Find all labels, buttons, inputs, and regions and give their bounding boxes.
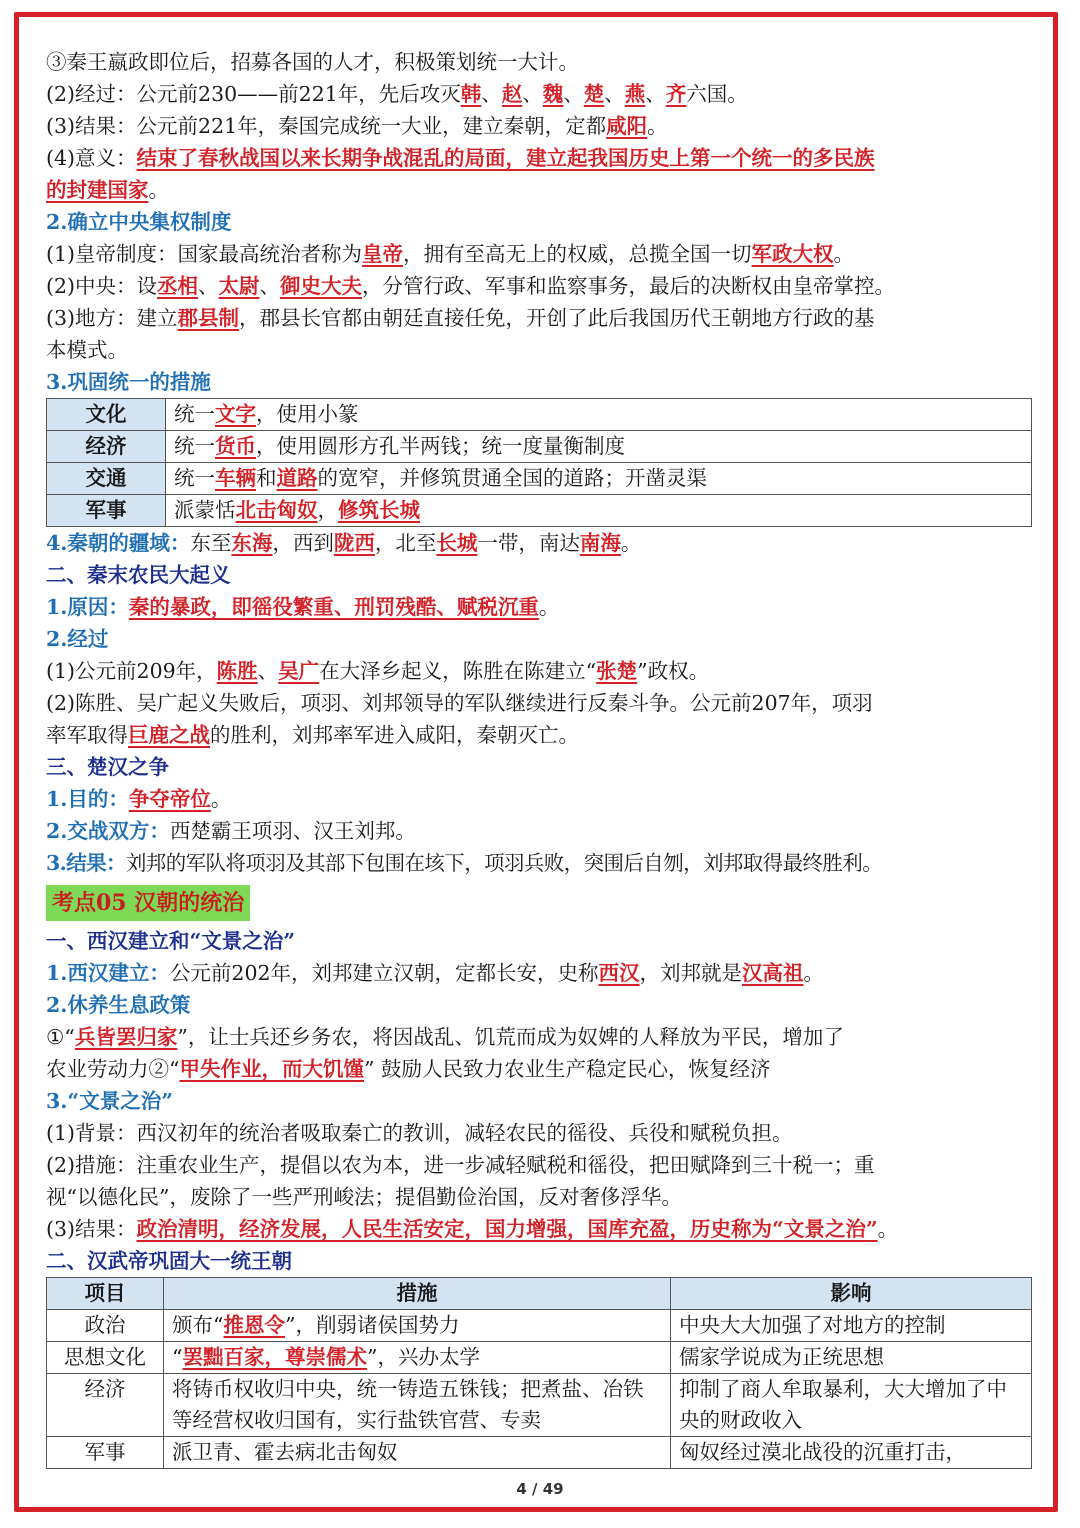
table-row bbox=[47, 495, 1032, 527]
han-sec1-heading: 一、西汉建立和“文景之治” bbox=[46, 929, 296, 953]
qin-meaning: (4)意义：结束了春秋战国以来长期争战混乱的局面，建立起我国历史上第一个统一的多民族 bbox=[46, 146, 875, 170]
row-content: 派蒙恬北击匈奴，修筑长城 bbox=[166, 495, 1032, 527]
kaodian-title: 考点05 汉朝的统治 bbox=[46, 885, 250, 921]
wenjing-heading: 3.“文景之治” bbox=[46, 1089, 173, 1113]
row-item: 军事 bbox=[47, 1437, 164, 1469]
rest-line1: ①“兵皆罢归家”，让士兵还乡务农，将因战乱、饥荒而成为奴婢的人释放为平民，增加了 bbox=[46, 1025, 844, 1049]
uprising-p1: (1)公元前209年，陈胜、吴广在大泽乡起义，陈胜在陈建立“张楚”政权。 bbox=[46, 659, 710, 683]
table-row bbox=[47, 1342, 1032, 1374]
consolidate-heading: 3.巩固统一的措施 bbox=[46, 370, 211, 394]
han-sec2-heading: 二、汉武帝巩固大一统王朝 bbox=[46, 1249, 292, 1273]
uprising-p2-cont: 率军取得巨鹿之战的胜利，刘邦率军进入咸阳，秦朝灭亡。 bbox=[46, 723, 579, 747]
chuhan-result: 3.结果：刘邦的军队将项羽及其部下包围在垓下，项羽兵败，突围后自刎，刘邦取得最终胜利。 bbox=[46, 851, 883, 875]
wudi-table bbox=[46, 1277, 1032, 1469]
qin-meaning-cont: 的封建国家。 bbox=[46, 178, 169, 202]
table-row bbox=[47, 463, 1032, 495]
row-label: 军事 bbox=[47, 495, 166, 527]
table-row bbox=[47, 431, 1032, 463]
rest-line2: 农业劳动力②“甲失作业，而大饥馑” 鼓励人民致力农业生产稳定民心，恢复经济 bbox=[46, 1057, 771, 1081]
qin-result: (3)结果：公元前221年，秦国完成统一大业，建立秦朝，定都咸阳。 bbox=[46, 114, 668, 138]
local-system: (3)地方：建立郡县制，郡县长官都由朝廷直接任免，开创了此后我国历代王朝地方行政的基 bbox=[46, 306, 875, 330]
han-founding: 1.西汉建立：公元前202年，刘邦建立汉朝，定都长安，史称西汉，刘邦就是汉高祖。 bbox=[46, 961, 825, 985]
col-header-measure: 措施 bbox=[164, 1278, 671, 1310]
col-header-effect: 影响 bbox=[671, 1278, 1032, 1310]
territory: 4.秦朝的疆域：东至东海，西到陇西，北至长城一带，南达南海。 bbox=[46, 531, 642, 555]
central-heading: 2.确立中央集权制度 bbox=[46, 210, 232, 234]
row-label: 文化 bbox=[47, 399, 166, 431]
row-measure-text: 将铸币权收归中央，统一铸造五铢钱；把煮盐、冶铁等经营权收归国有，实行盐铁官营、专卖 bbox=[172, 1377, 644, 1432]
table-row bbox=[47, 399, 1032, 431]
row-content: 统一车辆和道路的宽窄，并修筑贯通全国的道路；开凿灵渠 bbox=[166, 463, 1032, 495]
row-item: 政治 bbox=[47, 1310, 164, 1342]
row-label: 交通 bbox=[47, 463, 166, 495]
table-row bbox=[47, 1374, 1032, 1437]
row-measure: 派卫青、霍去病北击匈奴 bbox=[164, 1437, 671, 1469]
page-content bbox=[46, 46, 1042, 1469]
local-system-cont: 本模式。 bbox=[46, 338, 128, 362]
row-content: 统一文字，使用小篆 bbox=[166, 399, 1032, 431]
row-item: 经济 bbox=[47, 1374, 164, 1437]
wenjing-background: (1)背景：西汉初年的统治者吸取秦亡的教训，减轻农民的徭役、兵役和赋税负担。 bbox=[46, 1121, 793, 1145]
row-label: 经济 bbox=[47, 431, 166, 463]
row-effect: 儒家学说成为正统思想 bbox=[671, 1342, 1032, 1374]
table-header-row bbox=[47, 1278, 1032, 1310]
page-number: 4 / 49 bbox=[516, 1480, 564, 1498]
wenjing-measures-cont: 视“以德化民”，废除了一些严刑峻法；提倡勤俭治国，反对奢侈浮华。 bbox=[46, 1185, 682, 1209]
chuhan-heading: 三、楚汉之争 bbox=[46, 755, 169, 779]
table-row bbox=[47, 1437, 1032, 1469]
chuhan-sides: 2.交战双方：西楚霸王项羽、汉王刘邦。 bbox=[46, 819, 416, 843]
uprising-p2: (2)陈胜、吴广起义失败后，项羽、刘邦领导的军队继续进行反秦斗争。公元前207年，项羽 bbox=[46, 691, 873, 715]
chuhan-goal: 1.目的：争夺帝位。 bbox=[46, 787, 232, 811]
uprising-cause: 1.原因：秦的暴政，即徭役繁重、刑罚残酷、赋税沉重。 bbox=[46, 595, 560, 619]
row-effect: 中央大大加强了对地方的控制 bbox=[671, 1310, 1032, 1342]
table-row bbox=[47, 1310, 1032, 1342]
row-item: 思想文化 bbox=[47, 1342, 164, 1374]
row-measure bbox=[164, 1374, 671, 1437]
row-measure: “罢黜百家，尊崇儒术”，兴办太学 bbox=[164, 1342, 671, 1374]
uprising-process-heading: 2.经过 bbox=[46, 627, 109, 651]
wenjing-result: (3)结果：政治清明，经济发展，人民生活安定，国力增强，国库充盈，历史称为“文景之治”。 bbox=[46, 1217, 899, 1241]
kaodian-banner bbox=[46, 879, 1042, 925]
qin-item3: ③秦王嬴政即位后，招募各国的人才，积极策划统一大计。 bbox=[46, 50, 579, 74]
row-effect: 匈奴经过漠北战役的沉重打击， bbox=[671, 1437, 1032, 1469]
emperor-system: (1)皇帝制度：国家最高统治者称为皇帝，拥有至高无上的权威，总揽全国一切军政大权。 bbox=[46, 242, 855, 266]
row-measure: 颁布“推恩令”，削弱诸侯国势力 bbox=[164, 1310, 671, 1342]
row-effect: 抑制了商人牟取暴利，大大增加了中央的财政收入 bbox=[671, 1374, 1032, 1437]
qin-process: (2)经过：公元前230——前221年，先后攻灭韩、赵、魏、楚、燕、齐六国。 bbox=[46, 82, 748, 106]
uprising-heading: 二、秦末农民大起义 bbox=[46, 563, 231, 587]
rest-heading: 2.休养生息政策 bbox=[46, 993, 191, 1017]
wenjing-measures: (2)措施：注重农业生产，提倡以农为本，进一步减轻赋税和徭役，把田赋降到三十税一；重 bbox=[46, 1153, 875, 1177]
col-header-item: 项目 bbox=[47, 1278, 164, 1310]
row-content: 统一货币，使用圆形方孔半两钱；统一度量衡制度 bbox=[166, 431, 1032, 463]
consolidate-table bbox=[46, 398, 1032, 527]
central-officials: (2)中央：设丞相、太尉、御史大夫，分管行政、军事和监察事务，最后的决断权由皇帝掌控。 bbox=[46, 274, 896, 298]
